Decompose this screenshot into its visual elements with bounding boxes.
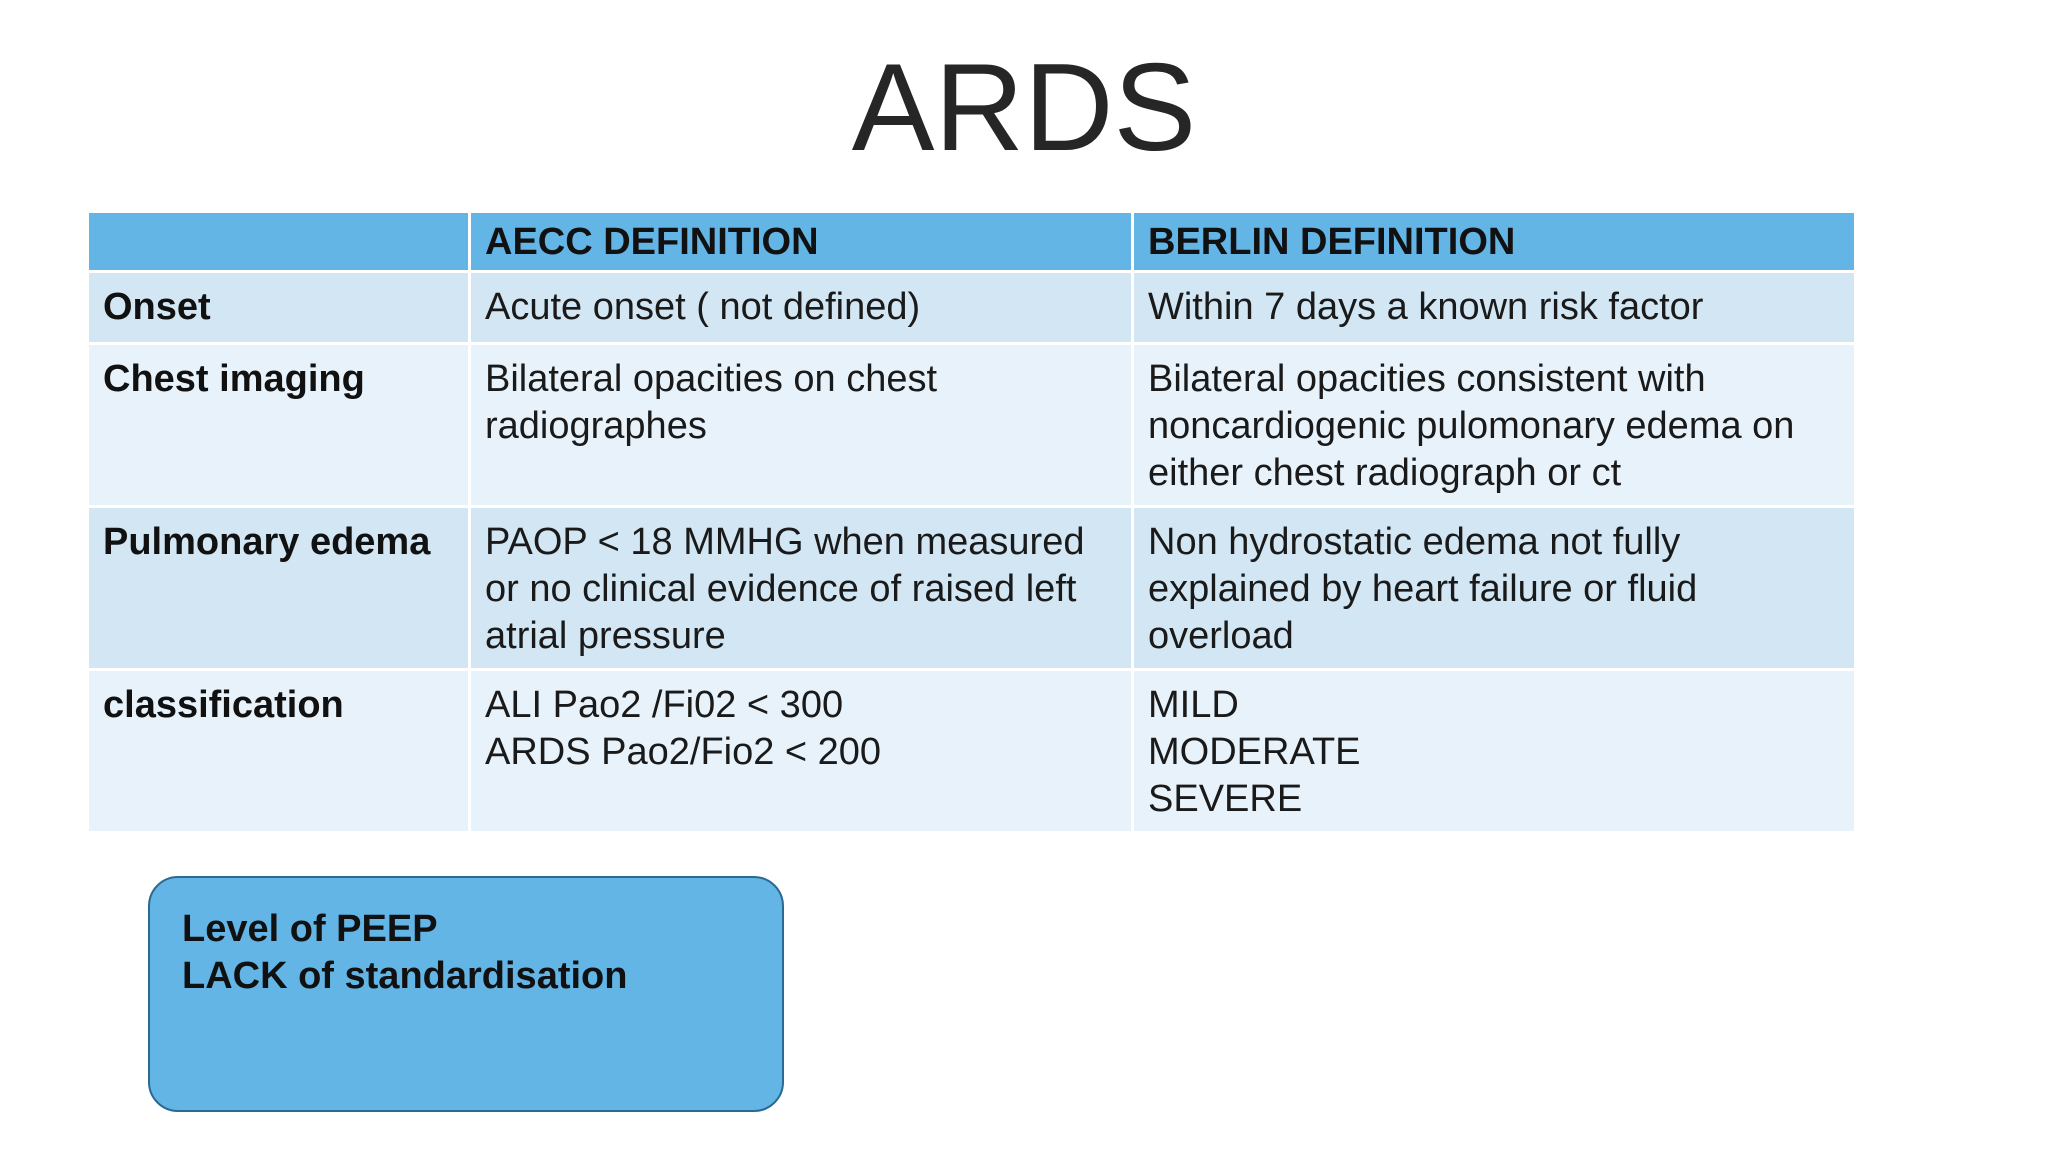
- cell-classification-berlin: [1133, 670, 1856, 833]
- cell-line: noncardiogenic pulomonary edema on: [1148, 405, 1795, 447]
- cell-line: MODERATE: [1148, 731, 1361, 773]
- cell-line: Bilateral opacities on chest: [485, 358, 938, 400]
- table-row-classification: [88, 670, 1856, 833]
- table-row-onset: [88, 272, 1856, 344]
- cell-line: explained by heart failure or fluid: [1148, 568, 1698, 610]
- cell-edema-aecc: [470, 507, 1133, 670]
- cell-line: atrial pressure: [485, 615, 726, 657]
- cell-line: ARDS Pao2/Fio2 < 200: [485, 731, 882, 773]
- cell-classification-aecc: [470, 670, 1133, 833]
- row-label-onset: Onset: [88, 272, 470, 344]
- slide-title: ARDS: [851, 39, 1197, 177]
- row-label-classification: classification: [88, 670, 470, 833]
- cell-line: Acute onset ( not defined): [485, 286, 921, 328]
- header-aecc: AECC DEFINITION: [470, 212, 1133, 272]
- cell-line: either chest radiograph or ct: [1148, 452, 1622, 494]
- cell-onset-berlin: [1133, 272, 1856, 344]
- cell-line: SEVERE: [1148, 778, 1303, 820]
- cell-line: MILD: [1148, 684, 1239, 726]
- cell-line: or no clinical evidence of raised left: [485, 568, 1077, 610]
- table-header-row: [88, 212, 1856, 272]
- cell-line: PAOP < 18 MMHG when measured: [485, 521, 1085, 563]
- cell-line: Non hydrostatic edema not fully: [1148, 521, 1681, 563]
- comparison-table: [86, 210, 1857, 834]
- callout-line: LACK of standardisation: [182, 955, 628, 997]
- callout-line: Level of PEEP: [182, 908, 438, 950]
- peep-callout-box: [148, 876, 784, 1112]
- cell-edema-berlin: [1133, 507, 1856, 670]
- cell-onset-aecc: [470, 272, 1133, 344]
- row-label-chest-imaging: Chest imaging: [88, 344, 470, 507]
- cell-line: radiographes: [485, 405, 707, 447]
- table-row-chest-imaging: [88, 344, 1856, 507]
- cell-line: ALI Pao2 /Fi02 < 300: [485, 684, 844, 726]
- cell-chest-aecc: [470, 344, 1133, 507]
- cell-line: Within 7 days a known risk factor: [1148, 286, 1704, 328]
- row-label-pulmonary-edema: Pulmonary edema: [88, 507, 470, 670]
- cell-chest-berlin: [1133, 344, 1856, 507]
- table-row-pulmonary-edema: [88, 507, 1856, 670]
- cell-line: Bilateral opacities consistent with: [1148, 358, 1706, 400]
- cell-line: overload: [1148, 615, 1294, 657]
- header-berlin: BERLIN DEFINITION: [1133, 212, 1856, 272]
- header-empty-cell: [88, 212, 470, 272]
